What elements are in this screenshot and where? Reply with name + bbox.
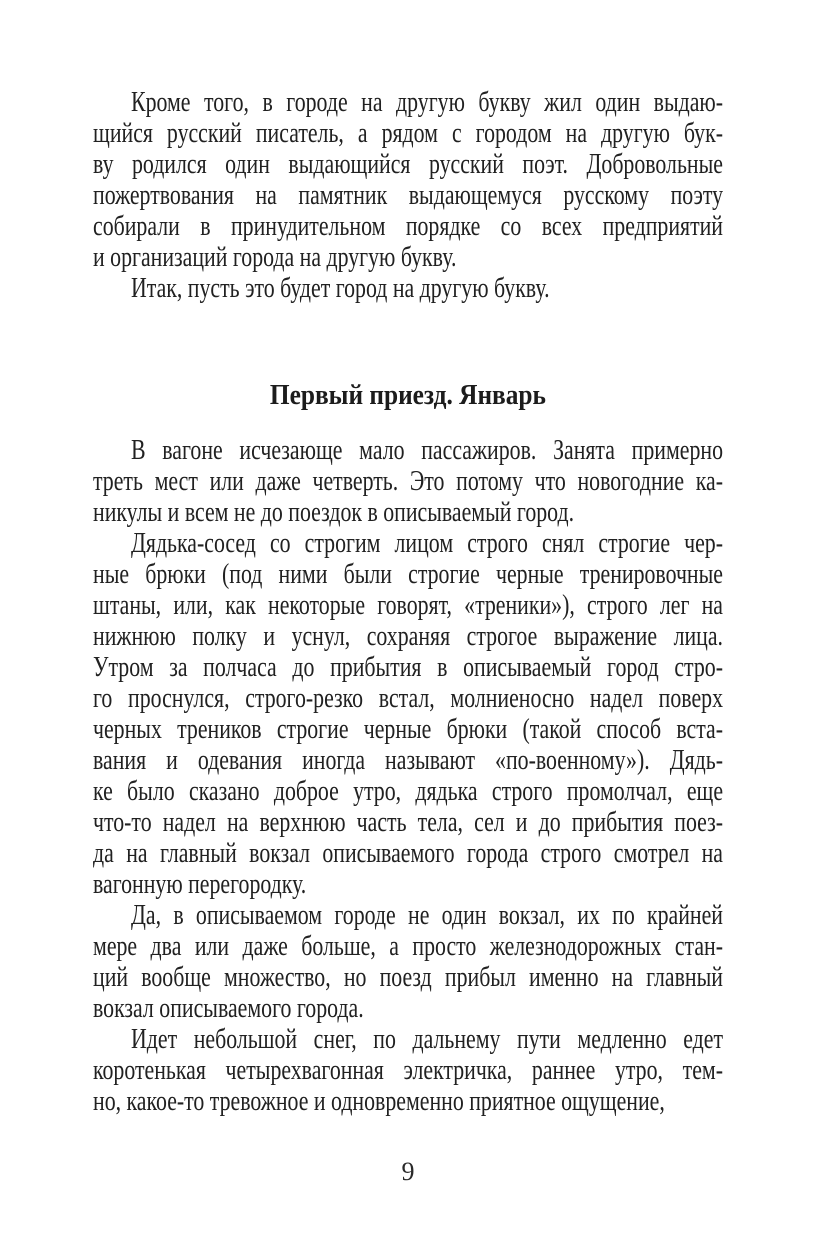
chapter-heading-text: Первый приезд. Январь [269, 379, 546, 411]
paragraph [93, 900, 723, 1024]
text-line: ций вообще множество, но поезд прибыл именно на главный [93, 962, 723, 993]
paragraph [93, 273, 723, 304]
text-line: Кроме того, в городе на другую букву жил один выдаю- [131, 87, 724, 118]
text-line: В вагоне исчезающе мало пассажиров. Занята примерно [131, 435, 723, 466]
text-line: ву родился один выдающийся русский поэт. Добровольные [93, 149, 723, 180]
paragraph [93, 87, 723, 273]
text-line: вагонную перегородку. [93, 869, 307, 900]
paragraph [93, 435, 723, 528]
text-line: штаны, или, как некоторые говорят, «треники»), строго лег на [93, 590, 724, 621]
text-line: мере два или даже больше, а просто железнодорожных стан- [93, 931, 724, 962]
text-line: но, какое-то тревожное и одновременно приятное ощущение, [93, 1086, 665, 1117]
text-line: ке было сказано доброе утро, дядька строго промолчал, еще [93, 776, 724, 807]
text-line: ные брюки (под ними были строгие черные тренировочные [93, 559, 723, 590]
paragraph [93, 1024, 723, 1117]
text-line: пожертвования на памятник выдающемуся русскому поэту [93, 180, 724, 211]
text-line: Да, в описываемом городе не один вокзал, их по крайней [131, 900, 723, 931]
text-line: Идет небольшой снег, по дальнему пути медленно едет [131, 1024, 723, 1055]
text-line: Дядька-сосед со строгим лицом строго снял строгие чер- [131, 528, 723, 559]
text-line: вокзал описываемого города. [93, 993, 364, 1024]
text-line: никулы и всем не до поездок в описываемый город. [93, 497, 575, 528]
text-line: нижнюю полку и уснул, сохраняя строгое выражение лица. [93, 621, 724, 652]
text-line: черных треников строгие черные брюки (такой способ вста- [93, 714, 723, 745]
text-line: го проснулся, строго-резко встал, молниеносно надел поверх [93, 683, 724, 714]
text-line: Утром за полчаса до прибытия в описываемый город стро- [93, 652, 723, 683]
text-line: собирали в принудительном порядке со всех предприятий [93, 211, 723, 242]
text-line: да на главный вокзал описываемого города строго смотрел на [93, 838, 723, 869]
text-line: Итак, пусть это будет город на другую букву. [131, 273, 550, 304]
text-line: щийся русский писатель, а рядом с городом на другую бук- [93, 118, 723, 149]
text-line: треть мест или даже четверть. Это потому что новогодние ка- [93, 466, 723, 497]
text-line: и организаций города на другую букву. [93, 242, 457, 273]
page-number: 9 [401, 1157, 415, 1186]
paragraph [93, 528, 723, 900]
text-line: коротенькая четырехвагонная электричка, раннее утро, тем- [93, 1055, 723, 1086]
text-line: вания и одевания иногда называют «по-военному»). Дядь- [93, 745, 724, 776]
text-column [93, 87, 723, 1117]
chapter-heading [93, 380, 723, 411]
text-line: что-то надел на верхнюю часть тела, сел и до прибытия поез- [93, 807, 724, 838]
